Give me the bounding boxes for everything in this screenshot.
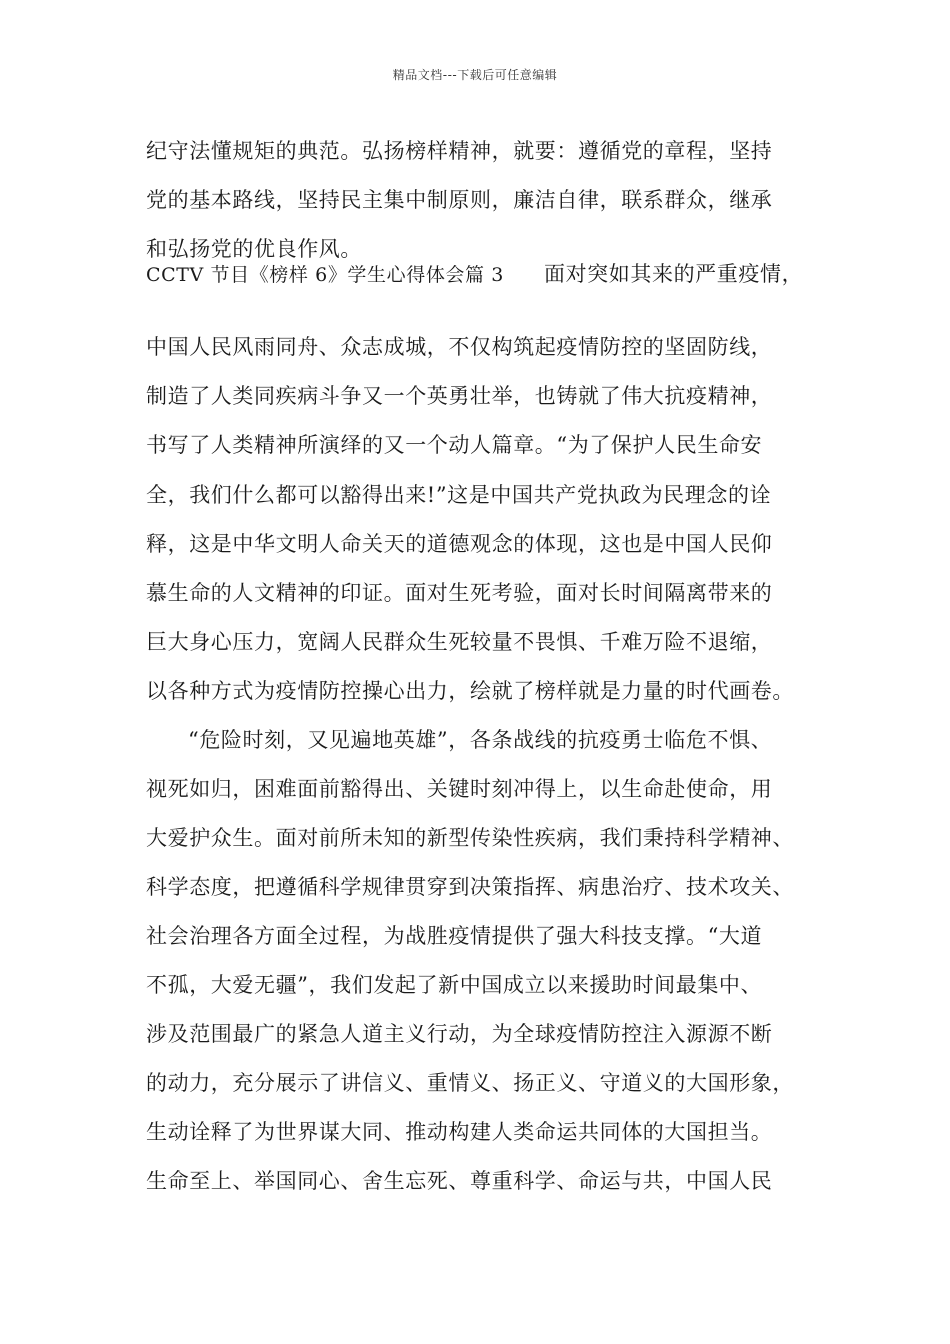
text-line: 释，这是中华文明人命关天的道德观念的体现，这也是中国人民仰 — [146, 532, 773, 556]
text-line: 生命至上、举国同心、舍生忘死、尊重科学、命运与共，中国人民 — [146, 1169, 773, 1193]
text-line: 纪守法懂规矩的典范。弘扬榜样精神，就要：遵循党的章程，坚持 — [146, 139, 773, 163]
text-line: 不孤，大爱无疆”，我们发起了新中国成立以来援助时间最集中、 — [146, 973, 763, 997]
text-line: 涉及范围最广的紧急人道主义行动，为全球疫情防控注入源源不断 — [146, 1022, 773, 1046]
text-line: 党的基本路线，坚持民主集中制原则，廉洁自律，联系群众，继承 — [146, 188, 773, 212]
text-line: 科学态度，把遵循科学规律贯穿到决策指挥、病患治疗、技术攻关、 — [146, 875, 794, 899]
section-title: CCTV 节目《榜样 6》学生心得体会篇 3 — [146, 264, 504, 286]
text-line: 慕生命的人文精神的印证。面对生死考验，面对长时间隔离带来的 — [146, 581, 773, 605]
text-line: 书写了人类精神所演绎的又一个动人篇章。“为了保护人民生命安 — [146, 433, 763, 457]
text-line: 社会治理各方面全过程，为战胜疫情提供了强大科技支撑。“大道 — [146, 924, 763, 948]
text-line: 中国人民风雨同舟、众志成城，不仅构筑起疫情防控的坚固防线， — [146, 335, 773, 359]
text-line: 视死如归，困难面前豁得出、关键时刻冲得上，以生命赴使命，用 — [146, 777, 773, 801]
text-line: 面对突如其来的严重疫情， — [543, 262, 804, 286]
text-line: 大爱护众生。面对前所未知的新型传染性疾病，我们秉持科学精神、 — [146, 826, 794, 850]
text-line: 全，我们什么都可以豁得出来!”这是中国共产党执政为民理念的诠 — [146, 483, 772, 507]
text-line: 制造了人类同疾病斗争又一个英勇壮举，也铸就了伟大抗疫精神， — [146, 384, 773, 408]
text-line: 生动诠释了为世界谋大同、推动构建人类命运共同体的大国担当。 — [146, 1120, 773, 1144]
text-line: 的动力，充分展示了讲信义、重情义、扬正义、守道义的大国形象， — [146, 1071, 794, 1095]
paragraph-first-line: “危险时刻，又见遍地英雄”，各条战线的抗疫勇士临危不惧、 — [188, 728, 773, 752]
page-header: 精品文档---下载后可任意编辑 — [392, 68, 558, 82]
section-title-line — [146, 259, 826, 290]
text-line: 巨大身心压力，宽阔人民群众生死较量不畏惧、千难万险不退缩， — [146, 630, 773, 654]
text-line: 和弘扬党的优良作风。 — [146, 237, 362, 261]
text-line: 以各种方式为疫情防控操心出力，绘就了榜样就是力量的时代画卷。 — [146, 679, 794, 703]
